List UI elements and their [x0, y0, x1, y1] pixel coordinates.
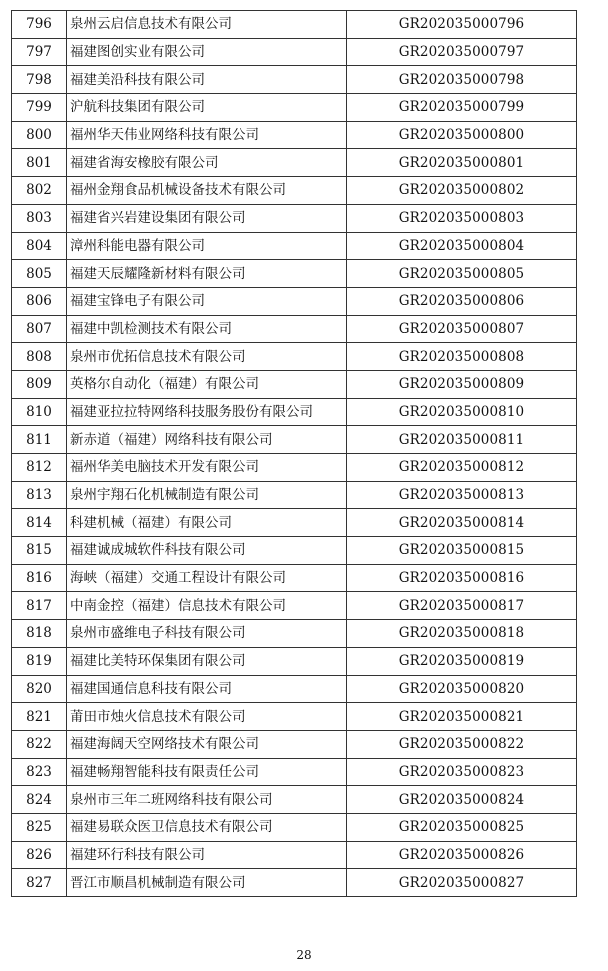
table-row [12, 94, 577, 122]
company-name: 福建海阔天空网络技术有限公司 [67, 730, 347, 758]
company-name: 福建诚成城软件科技有限公司 [67, 537, 347, 565]
company-name: 福建省兴岩建设集团有限公司 [67, 204, 347, 232]
table-row [12, 121, 577, 149]
certificate-code: GR202035000803 [347, 204, 577, 232]
row-number: 819 [12, 647, 67, 675]
certificate-code: GR202035000812 [347, 454, 577, 482]
row-number: 804 [12, 232, 67, 260]
certificate-code: GR202035000823 [347, 758, 577, 786]
company-name: 福建天辰耀隆新材料有限公司 [67, 260, 347, 288]
certificate-code: GR202035000819 [347, 647, 577, 675]
table-row [12, 149, 577, 177]
company-table [11, 10, 577, 897]
row-number: 813 [12, 481, 67, 509]
certificate-code: GR202035000809 [347, 370, 577, 398]
table-row [12, 287, 577, 315]
certificate-code: GR202035000816 [347, 564, 577, 592]
company-name: 泉州市三年二班网络科技有限公司 [67, 786, 347, 814]
certificate-code: GR202035000817 [347, 592, 577, 620]
row-number: 806 [12, 287, 67, 315]
row-number: 822 [12, 730, 67, 758]
page-number: 28 [296, 948, 312, 962]
certificate-code: GR202035000805 [347, 260, 577, 288]
table-row [12, 813, 577, 841]
table-row [12, 869, 577, 897]
company-name: 科建机械（福建）有限公司 [67, 509, 347, 537]
company-name: 福建宝锋电子有限公司 [67, 287, 347, 315]
company-name: 福建中凯检测技术有限公司 [67, 315, 347, 343]
certificate-code: GR202035000811 [347, 426, 577, 454]
table-row [12, 315, 577, 343]
table-row [12, 454, 577, 482]
certificate-code: GR202035000824 [347, 786, 577, 814]
company-name: 福建图创实业有限公司 [67, 38, 347, 66]
company-table-body [12, 11, 577, 897]
table-row [12, 758, 577, 786]
table-row [12, 260, 577, 288]
row-number: 805 [12, 260, 67, 288]
row-number: 808 [12, 343, 67, 371]
table-row [12, 398, 577, 426]
certificate-code: GR202035000818 [347, 620, 577, 648]
table-row [12, 564, 577, 592]
table-row [12, 370, 577, 398]
row-number: 810 [12, 398, 67, 426]
row-number: 809 [12, 370, 67, 398]
company-name: 福州华天伟业网络科技有限公司 [67, 121, 347, 149]
company-name: 新赤道（福建）网络科技有限公司 [67, 426, 347, 454]
table-row [12, 66, 577, 94]
row-number: 800 [12, 121, 67, 149]
certificate-code: GR202035000802 [347, 177, 577, 205]
row-number: 807 [12, 315, 67, 343]
certificate-code: GR202035000806 [347, 287, 577, 315]
certificate-code: GR202035000826 [347, 841, 577, 869]
certificate-code: GR202035000821 [347, 703, 577, 731]
company-name: 沪航科技集团有限公司 [67, 94, 347, 122]
table-row [12, 343, 577, 371]
company-name: 海峡（福建）交通工程设计有限公司 [67, 564, 347, 592]
table-row [12, 620, 577, 648]
row-number: 820 [12, 675, 67, 703]
company-name: 英格尔自动化（福建）有限公司 [67, 370, 347, 398]
table-row [12, 11, 577, 39]
table-row [12, 592, 577, 620]
row-number: 801 [12, 149, 67, 177]
certificate-code: GR202035000798 [347, 66, 577, 94]
row-number: 823 [12, 758, 67, 786]
company-name: 中南金控（福建）信息技术有限公司 [67, 592, 347, 620]
row-number: 816 [12, 564, 67, 592]
row-number: 797 [12, 38, 67, 66]
row-number: 825 [12, 813, 67, 841]
row-number: 796 [12, 11, 67, 39]
certificate-code: GR202035000801 [347, 149, 577, 177]
certificate-code: GR202035000820 [347, 675, 577, 703]
company-name: 福建亚拉拉特网络科技服务股份有限公司 [67, 398, 347, 426]
company-name: 泉州市盛维电子科技有限公司 [67, 620, 347, 648]
company-name: 福州华美电脑技术开发有限公司 [67, 454, 347, 482]
row-number: 821 [12, 703, 67, 731]
table-row [12, 537, 577, 565]
company-name: 福州金翔食品机械设备技术有限公司 [67, 177, 347, 205]
row-number: 824 [12, 786, 67, 814]
table-row [12, 841, 577, 869]
table-row [12, 481, 577, 509]
table-row [12, 426, 577, 454]
company-name: 福建畅翔智能科技有限责任公司 [67, 758, 347, 786]
table-row [12, 509, 577, 537]
certificate-code: GR202035000800 [347, 121, 577, 149]
table-row [12, 38, 577, 66]
table-row [12, 703, 577, 731]
row-number: 826 [12, 841, 67, 869]
company-name: 泉州宇翔石化机械制造有限公司 [67, 481, 347, 509]
row-number: 827 [12, 869, 67, 897]
table-row [12, 647, 577, 675]
row-number: 817 [12, 592, 67, 620]
company-name: 莆田市烛火信息技术有限公司 [67, 703, 347, 731]
certificate-code: GR202035000810 [347, 398, 577, 426]
company-name: 晋江市顺昌机械制造有限公司 [67, 869, 347, 897]
company-name: 福建省海安橡胶有限公司 [67, 149, 347, 177]
certificate-code: GR202035000814 [347, 509, 577, 537]
row-number: 814 [12, 509, 67, 537]
company-name: 福建环行科技有限公司 [67, 841, 347, 869]
row-number: 811 [12, 426, 67, 454]
certificate-code: GR202035000797 [347, 38, 577, 66]
certificate-code: GR202035000813 [347, 481, 577, 509]
certificate-code: GR202035000796 [347, 11, 577, 39]
certificate-code: GR202035000825 [347, 813, 577, 841]
table-row [12, 730, 577, 758]
row-number: 802 [12, 177, 67, 205]
certificate-code: GR202035000822 [347, 730, 577, 758]
table-row [12, 675, 577, 703]
company-name: 福建易联众医卫信息技术有限公司 [67, 813, 347, 841]
company-name: 泉州云启信息技术有限公司 [67, 11, 347, 39]
certificate-code: GR202035000807 [347, 315, 577, 343]
company-name: 漳州科能电器有限公司 [67, 232, 347, 260]
certificate-code: GR202035000827 [347, 869, 577, 897]
company-name: 福建比美特环保集团有限公司 [67, 647, 347, 675]
row-number: 798 [12, 66, 67, 94]
table-row [12, 232, 577, 260]
table-row [12, 177, 577, 205]
table-row [12, 786, 577, 814]
row-number: 812 [12, 454, 67, 482]
certificate-code: GR202035000804 [347, 232, 577, 260]
company-name: 福建国通信息科技有限公司 [67, 675, 347, 703]
row-number: 818 [12, 620, 67, 648]
company-name: 泉州市优拓信息技术有限公司 [67, 343, 347, 371]
certificate-code: GR202035000808 [347, 343, 577, 371]
row-number: 803 [12, 204, 67, 232]
row-number: 799 [12, 94, 67, 122]
certificate-code: GR202035000799 [347, 94, 577, 122]
certificate-code: GR202035000815 [347, 537, 577, 565]
company-name: 福建美沿科技有限公司 [67, 66, 347, 94]
table-row [12, 204, 577, 232]
row-number: 815 [12, 537, 67, 565]
